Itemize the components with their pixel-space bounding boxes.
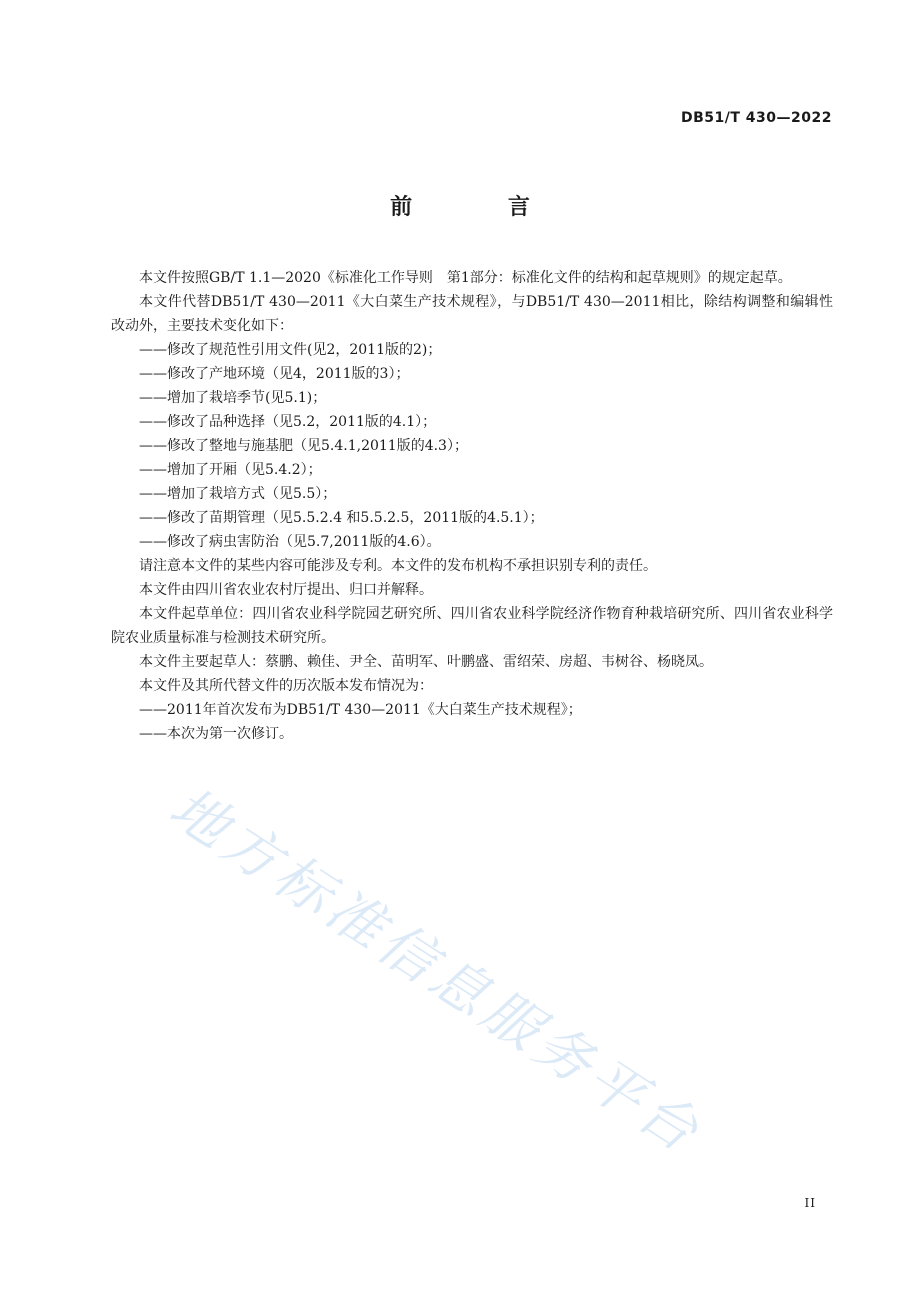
change-item: ——增加了栽培季节(见5.1)；: [139, 390, 327, 406]
document-code: DB51/T 430—2022: [681, 110, 832, 126]
foreword-body: [111, 266, 833, 746]
change-item: ——修改了苗期管理（见5.5.2.4 和5.5.2.5，2011版的4.5.1）；: [139, 510, 544, 526]
paragraph-patent-notice: 请注意本文件的某些内容可能涉及专利。本文件的发布机构不承担识别专利的责任。: [139, 558, 657, 574]
change-item: ——修改了整地与施基肥（见5.4.1,2011版的4.3）；: [139, 438, 468, 454]
change-item: ——修改了产地环境（见4，2011版的3）；: [139, 366, 410, 382]
page-title: 前 言: [390, 195, 574, 220]
change-item: ——增加了开厢（见5.4.2）；: [139, 462, 322, 478]
change-item: ——修改了病虫害防治（见5.7,2011版的4.6）。: [139, 534, 441, 550]
paragraph-version-history: 本文件及其所代替文件的历次版本发布情况为：: [139, 678, 433, 694]
page-number: II: [804, 1196, 816, 1210]
paragraph-standard-basis: 本文件按照GB/T 1.1—2020《标准化工作导则 第1部分：标准化文件的结构和起草规则》的规定起草。: [139, 270, 792, 286]
paragraph-replacement-note: 本文件代替DB51/T 430—2011《大白菜生产技术规程》，与DB51/T 430—2011相比，除结构调整和编辑性改动外，主要技术变化如下：: [111, 294, 833, 334]
watermark: 地方标准信息服务平台: [158, 775, 714, 1168]
change-item: ——增加了栽培方式（见5.5）；: [139, 486, 337, 502]
change-item: ——修改了品种选择（见5.2，2011版的4.1）；: [139, 414, 437, 430]
paragraph-drafters: 本文件主要起草人：蔡鹏、赖佳、尹全、苗明军、叶鹏盛、雷绍荣、房超、韦树谷、杨晓凤。: [139, 654, 713, 670]
paragraph-proposer: 本文件由四川省农业农村厅提出、归口并解释。: [139, 582, 433, 598]
history-item: ——2011年首次发布为DB51/T 430—2011《大白菜生产技术规程》；: [139, 702, 582, 718]
paragraph-drafting-units: 本文件起草单位：四川省农业科学院园艺研究所、四川省农业科学院经济作物育种栽培研究所、四川省农业科学院农业质量标准与检测技术研究所。: [111, 606, 833, 646]
change-item: ——修改了规范性引用文件(见2，2011版的2)；: [139, 342, 442, 358]
history-item: ——本次为第一次修订。: [139, 726, 293, 742]
